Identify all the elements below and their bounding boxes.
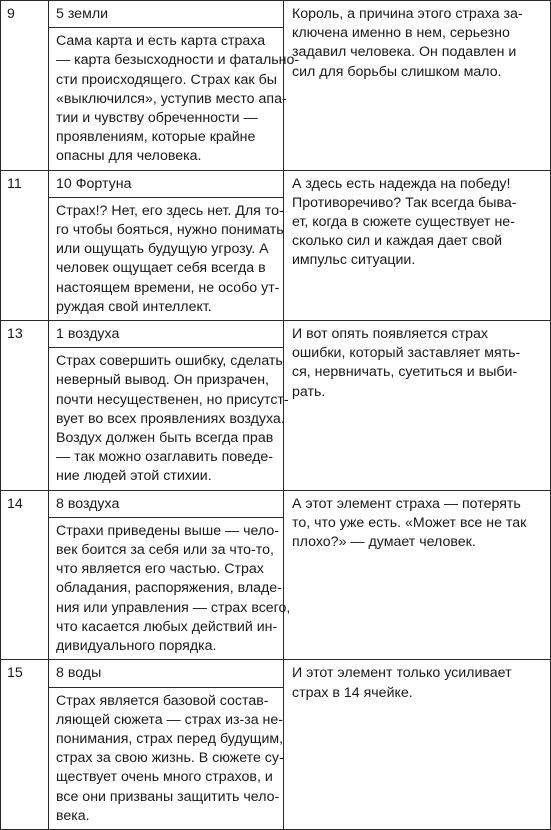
card-description — [49, 688, 283, 829]
text-line: А этот элемент страха — потерять — [292, 495, 521, 512]
text-line: Король, а причина этого страха за- — [292, 6, 523, 22]
card-description — [49, 518, 291, 659]
comment-cell — [284, 170, 551, 320]
text-line: или ощущать будущую угрозу. А — [56, 241, 269, 258]
card-cell — [49, 170, 284, 320]
text-line: страх за свою жизнь. В сюжете су- — [56, 750, 284, 767]
text-line: плохо?» — думает человек. — [292, 534, 476, 551]
card-cell — [49, 321, 289, 491]
text-line: что касается любых действий ин- — [56, 618, 278, 635]
text-line: сколько сил и каждая дает свой — [292, 233, 503, 250]
comment-cell — [284, 1, 551, 171]
text-line: сти происходящего. Страх как бы — [56, 71, 277, 88]
text-line: импульс ситуации. — [292, 252, 416, 269]
text-line: обладания, распоряжения, владе- — [56, 580, 282, 597]
card-description — [49, 348, 289, 489]
text-line: И этот элемент только усиливает — [292, 665, 512, 682]
text-line: Страх!? Нет, его здесь нет. Для то- — [56, 202, 284, 219]
text-line: Страх является базовой состав- — [56, 692, 269, 709]
card-title: 8 воздуха — [49, 491, 283, 518]
row-number: 15 — [1, 660, 49, 830]
text-line: что является его частью. Страх — [56, 561, 264, 578]
text-line: ключена именно в нем, серьезно — [292, 25, 510, 42]
row-number: 11 — [1, 170, 49, 320]
card-title: 10 Фортуна — [49, 171, 283, 198]
comment-cell — [284, 660, 551, 830]
text-line: понимания, страх перед будущим, — [56, 730, 284, 747]
text-line: века. — [56, 807, 90, 824]
text-line: почти несущественен, но присутст- — [56, 391, 289, 408]
row-number: 13 — [1, 321, 49, 491]
text-line: Противоречиво? Так всегда быва- — [292, 194, 517, 211]
text-line: человек ощущает себя всегда в — [56, 260, 266, 277]
text-line: век боится за себя или за что-то, — [56, 542, 274, 559]
text-line: А здесь есть надежда на победу! — [292, 175, 511, 192]
text-line: ет, когда в сюжете существует не- — [292, 214, 515, 231]
text-line: страх в 14 ячейке. — [292, 684, 413, 701]
table-row — [1, 660, 551, 830]
row-number: 14 — [1, 490, 49, 660]
text-line: опасны для человека. — [56, 148, 202, 165]
table-row — [1, 321, 551, 491]
comment-cell — [284, 321, 551, 491]
text-line: неверный вывод. Он призрачен, — [56, 372, 269, 389]
text-line: — так можно озаглавить поведе- — [56, 449, 274, 466]
table-row — [1, 490, 551, 660]
text-line: рать. — [292, 383, 326, 400]
text-line: ние людей этой стихии. — [56, 468, 212, 485]
table-row — [1, 1, 551, 171]
text-line: Воздух должен быть всегда прав — [56, 430, 274, 447]
text-line: ния или управления — страх всего, — [56, 599, 291, 616]
text-line: проявлениям, которые крайне — [56, 129, 256, 146]
text-line: тии и чувству обреченности — — [56, 110, 258, 127]
text-line: Сама карта и есть карта страха — [56, 33, 266, 50]
row-number: 9 — [1, 1, 49, 171]
text-line: дивидуального порядка. — [56, 638, 217, 655]
text-line: руждая свой интеллект. — [56, 298, 212, 315]
text-line: Страх совершить ошибку, сделать — [56, 353, 283, 370]
text-line: сил для борьбы слишком мало. — [292, 63, 502, 80]
text-line: ляющей сюжета — страх из-за не- — [56, 711, 284, 728]
text-line: ществует очень много страхов, и — [56, 769, 273, 786]
text-line: ся, нервничать, суетиться и выби- — [292, 364, 518, 381]
text-line: то, что уже есть. «Может все не так — [292, 514, 527, 531]
text-line: настоящем времени, не особо ут- — [56, 279, 280, 296]
comment-cell — [284, 490, 551, 660]
card-cell — [49, 660, 284, 830]
text-line: — карта безысходности и фатально- — [56, 52, 300, 69]
card-title: 8 воды — [49, 660, 283, 687]
text-line: го чтобы бояться, нужно понимать — [56, 222, 284, 239]
text-line: ошибки, который заставляет мять- — [292, 345, 521, 362]
card-cell — [49, 1, 300, 171]
text-line: все они призваны защитить чело- — [56, 788, 280, 805]
card-title: 1 воздуха — [49, 321, 283, 348]
card-description — [49, 28, 300, 169]
text-line: задавил человека. Он подавлен и — [292, 44, 517, 61]
text-line: И вот опять появляется страх — [292, 326, 488, 343]
text-line: Страхи приведены выше — чело- — [56, 522, 280, 539]
text-line: вует во всех проявлениях воздуха. — [56, 410, 285, 427]
card-description — [49, 198, 283, 320]
card-cell — [49, 490, 291, 660]
text-line: «выключился», уступив место апа- — [56, 90, 287, 107]
table-row — [1, 170, 551, 320]
card-title: 5 земли — [49, 1, 283, 28]
